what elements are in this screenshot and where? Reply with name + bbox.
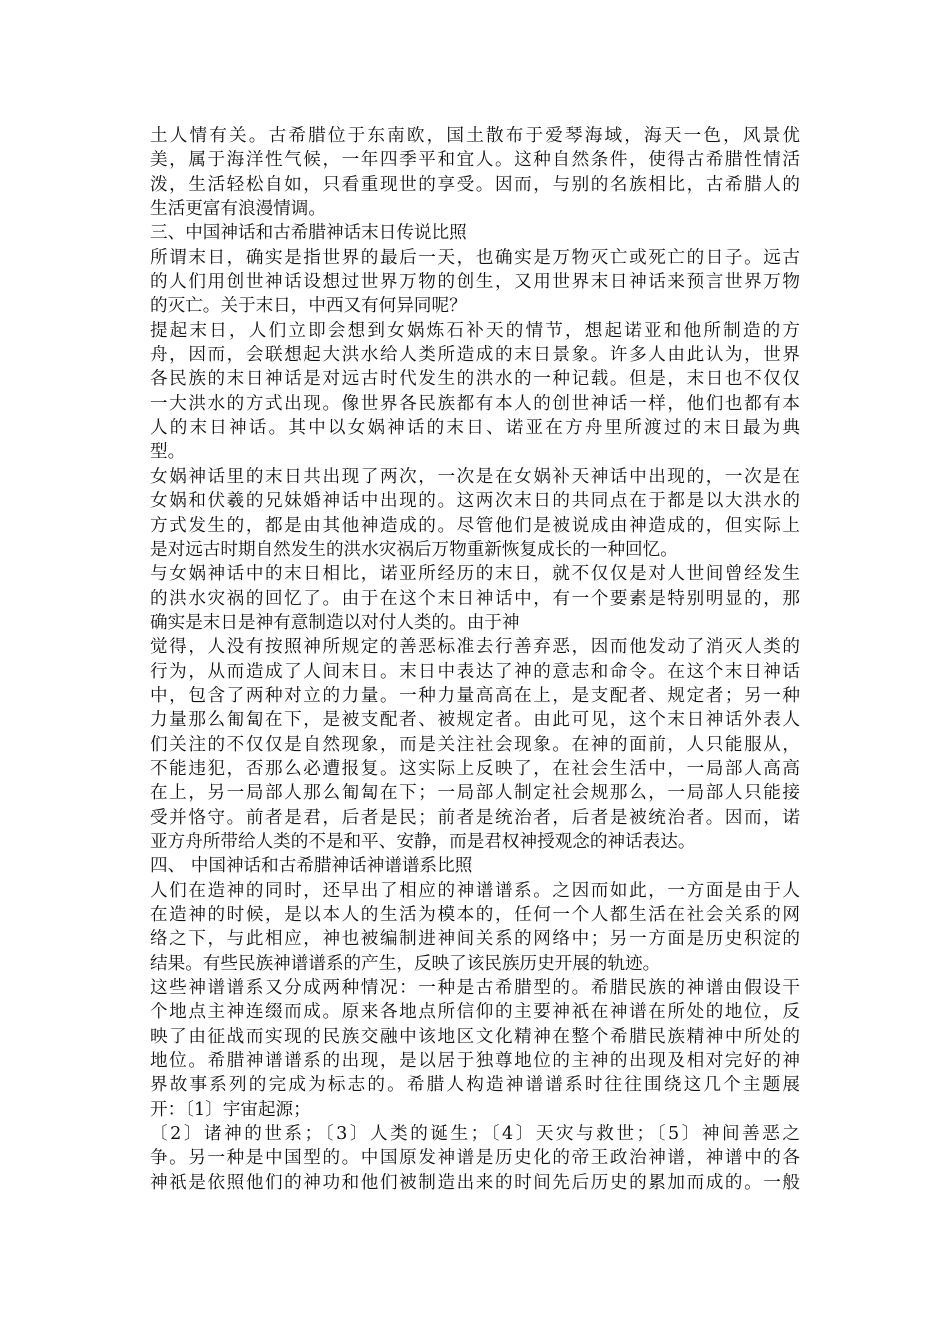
text-line: 映了由征战而实现的民族交融中该地区文化精神在整个希腊民族精神中所处的 [150,1026,800,1047]
text-line: 络之下，与此相应，神也被编制进神间关系的网络中；另一方面是历史积淀的 [150,929,800,950]
text-line: 确实是末日是神有意制造以对付人类的。由于神 [150,612,520,633]
text-line: 舟，因而，会联想起大洪水给人类所造成的末日景象。许多人由此认为，世界 [150,345,800,366]
text-line: 中，包含了两种对立的力量。一种力量高高在上，是支配者、规定者；另一种 [150,685,800,706]
text-line: 的洪水灾祸的回忆了。由于在这个末日神话中，有一个要素是特别明显的，那 [150,588,800,609]
text-line: 开：〔1〕宇宙起源； [150,1099,311,1120]
text-line: 觉得，人没有按照神所规定的善恶标准去行善弃恶，因而他发动了消灭人类的 [150,637,800,658]
text-line: 女娲和伏羲的兄妹婚神话中出现的。这两次末日的共同点在于都是以大洪水的 [150,491,800,512]
text-line: 〔2〕诸神的世系；〔3〕人类的诞生；〔4〕天灾与救世；〔5〕神间善恶之 [150,1124,800,1145]
text-line: 与女娲神话中的末日相比，诺亚所经历的末日，就不仅仅是对人世间曾经发生 [150,564,800,585]
text-line: 人的末日神话。其中以女娲神话的末日、诺亚在方舟里所渡过的末日最为典 [150,418,800,439]
text-line: 个地点主神连缀而成。原来各地点所信仰的主要神祇在神谱在所处的地位，反 [150,1002,800,1023]
text-line: 的灭亡。关于末日，中西又有何异同呢？ [150,296,467,317]
text-line: 女娲神话里的末日共出现了两次，一次是在女娲补天神话中出现的，一次是在 [150,466,800,487]
text-line: 提起末日，人们立即会想到女娲炼石补天的情节，想起诺亚和他所制造的方 [150,320,800,341]
text-line: 力量那么匍匐在下，是被支配者、被规定者。由此可见，这个末日神话外表人 [150,710,800,731]
text-line: 的人们用创世神话设想过世界万物的创生，又用世界末日神话来预言世界万物 [150,272,800,293]
text-line: 生活更富有浪漫情调。 [150,199,326,220]
text-line: 在造神的时候，是以本人的生活为模本的，任何一个人都生活在社会关系的网 [150,905,800,925]
text-line: 亚方舟所带给人类的不是和平、安静，而是君权神授观念的神话表达。 [150,831,696,852]
text-line: 各民族的末日神话是对远古时代发生的洪水的一种记载。但是，末日也不仅仅 [150,369,800,390]
text-line: 所谓末日，确实是指世界的最后一天，也确实是万物灭亡或死亡的日子。远古 [150,247,800,268]
text-line: 争。另一种是中国型的。中国原发神谱是历史化的帝王政治神谱，神谱中的各 [150,1148,800,1169]
text-line: 地位。希腊神谱谱系的出现，是以居于独尊地位的主神的出现及相对完好的神 [150,1051,800,1072]
text-line: 神祇是依照他们的神功和他们被制造出来的时间先后历史的累加而成的。一般 [150,1172,800,1193]
text-line: 不能违犯，否那么必遭报复。这实际上反映了，在社会生活中，一局部人高高 [150,758,800,779]
text-line: 型。 [150,442,186,463]
text-line: 美，属于海洋性气候，一年四季平和宜人。这种自然条件，使得古希腊性情活 [150,150,800,171]
text-line: 泼，生活轻松自如，只看重现世的享受。因而，与别的名族相比，古希腊人的 [150,174,800,195]
text-line: 受并恪守。前者是君，后者是民；前者是统治者，后者是被统治者。因而，诺 [150,807,800,828]
text-line: 结果。有些民族神谱谱系的产生，反映了该民族历史开展的轨迹。 [150,953,661,974]
text-line: 在上，另一局部人那么匍匐在下；一局部人制定社会规那么，一局部人只能接 [150,783,800,804]
document-body [150,124,800,1195]
text-line: 方式发生的，都是由其他神造成的。尽管他们是被说成由神造成的，但实际上 [150,515,800,536]
text-line: 一大洪水的方式出现。像世界各民族都有本人的创世神话一样，他们也都有本 [150,393,800,414]
text-line: 人们在造神的同时，还早出了相应的神谱谱系。之因而如此，一方面是由于人 [150,880,800,901]
section-heading: 四、 中国神话和古希腊神话神谱谱系比照 [150,856,473,877]
section-heading: 三、中国神话和古希腊神话末日传说比照 [150,223,467,244]
text-line: 这些神谱谱系又分成两种情况：一种是古希腊型的。希腊民族的神谱由假设干 [150,978,800,999]
text-line: 界故事系列的完成为标志的。希腊人构造神谱谱系时往往围绕这几个主题展 [150,1075,800,1096]
text-line: 土人情有关。古希腊位于东南欧，国土散布于爱琴海域，海天一色，风景优 [150,126,800,146]
text-line: 是对远古时期自然发生的洪水灾祸后万物重新恢复成长的一种回忆。 [150,539,678,560]
text-line: 行为，从而造成了人间末日。末日中表达了神的意志和命令。在这个末日神话 [150,661,800,682]
text-line: 们关注的不仅仅是自然现象，而是关注社会现象。在神的面前，人只能服从， [150,734,800,755]
